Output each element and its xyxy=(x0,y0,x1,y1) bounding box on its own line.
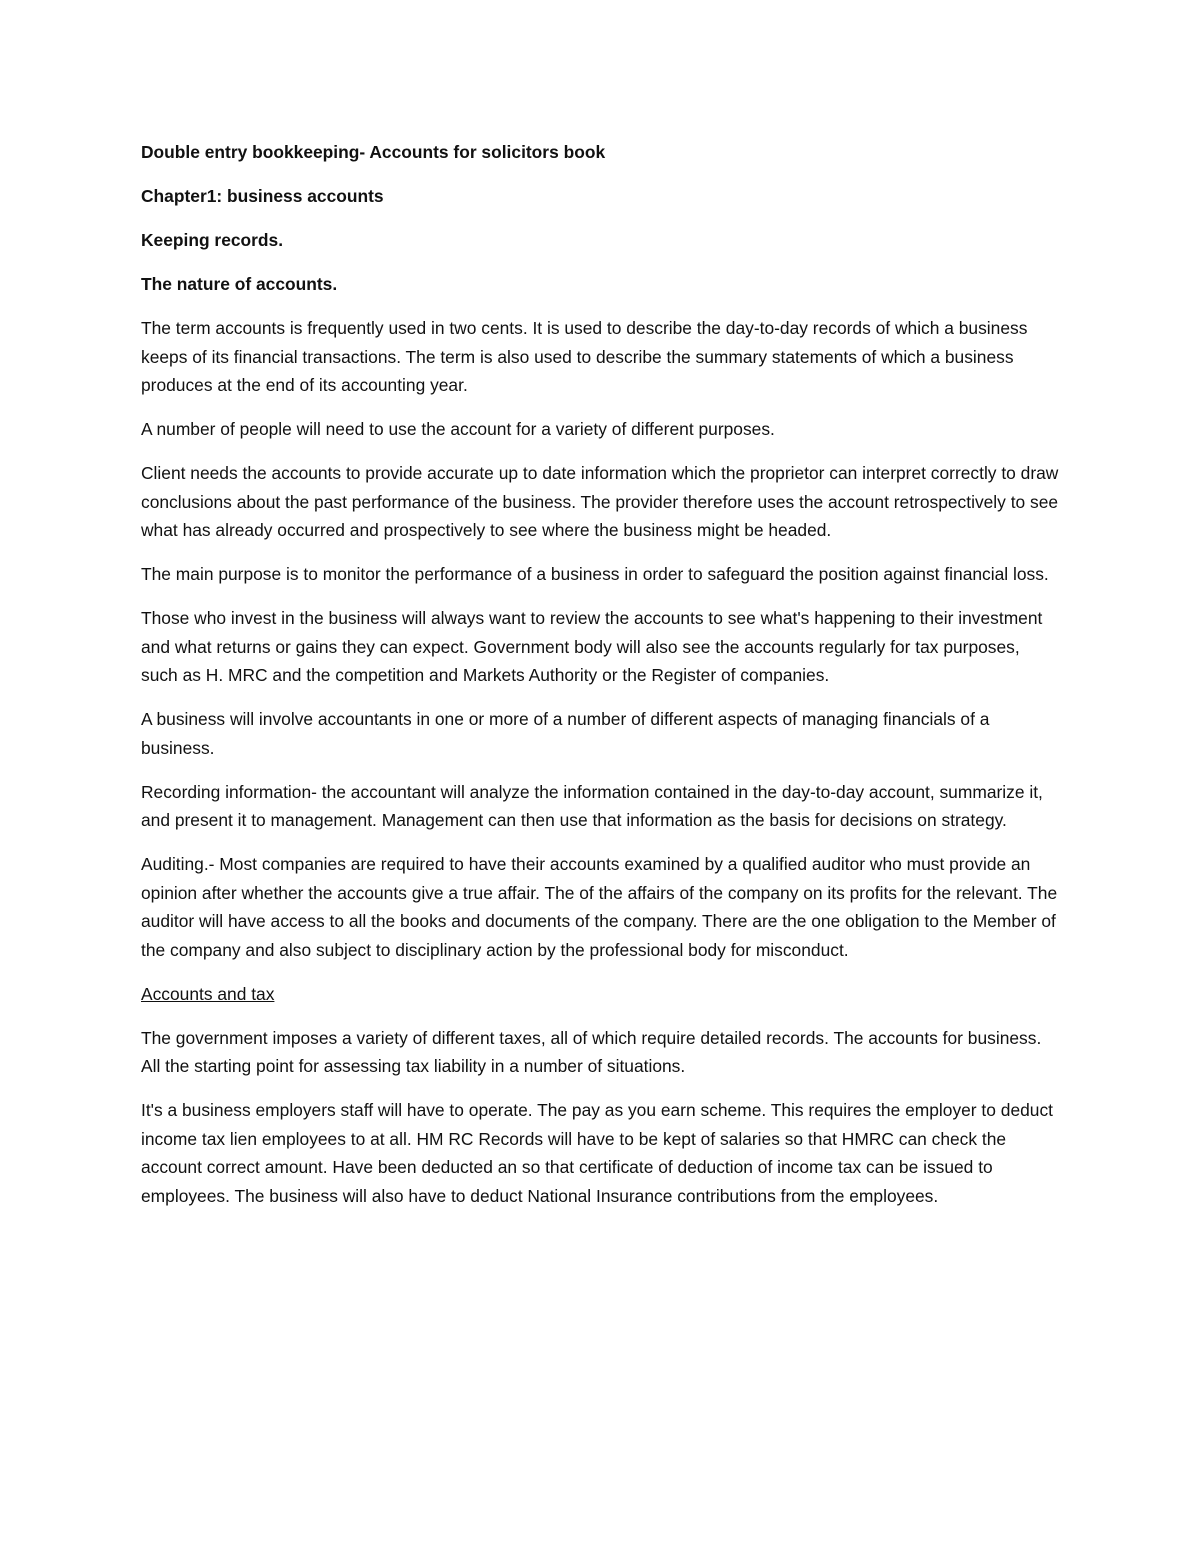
tax-section-heading: Accounts and tax xyxy=(141,983,275,1004)
body-paragraph: The main purpose is to monitor the performance of a business in order to safeguard the position against financial loss. xyxy=(141,564,1049,584)
body-paragraph: The government imposes a variety of different taxes, all of which require detailed records. The accounts for business. All the starting point for assessing tax liability in a number of situations. xyxy=(141,1027,1042,1076)
document-title: Double entry bookkeeping- Accounts for solicitors book xyxy=(141,142,606,162)
body-paragraph: Recording information- the accountant will analyze the information contained in the day-to-day account, summarize it, and present it to management. Management can then use that information as the basis for decisions on strategy. xyxy=(141,781,1043,830)
body-paragraph: A number of people will need to use the account for a variety of different purposes. xyxy=(141,419,775,439)
body-paragraph: A business will involve accountants in one or more of a number of different aspects of managing financials of a business. xyxy=(141,709,990,758)
body-paragraph: It's a business employers staff will have to operate. The pay as you earn scheme. This requires the employer to deduct income tax lien employees to at all. HM RC Records will have to be kept of salaries so that HMRC can check the account correct amount. Have been deducted an so that certificate of deduction of income tax can be issued to employees. The business will also have to deduct National Insurance contributions from the employees. xyxy=(141,1100,1053,1206)
section-heading: Keeping records. xyxy=(141,230,284,250)
body-paragraph: The term accounts is frequently used in two cents. It is used to describe the day-to-day records of which a business keeps of its financial transactions. The term is also used to describe the summary statements of which a business produces at the end of its accounting year. xyxy=(141,318,1028,395)
body-paragraph: Those who invest in the business will always want to review the accounts to see what's happening to their investment and what returns or gains they can expect. Government body will also see the accounts regularly for tax purposes, such as H. MRC and the competition and Markets Authority or the Register of companies. xyxy=(141,608,1043,685)
subsection-heading: The nature of accounts. xyxy=(141,274,338,294)
document-page xyxy=(141,138,1061,1226)
chapter-heading: Chapter1: business accounts xyxy=(141,186,384,206)
body-paragraph: Auditing.- Most companies are required to have their accounts examined by a qualified auditor who must provide an opinion after whether the accounts give a true affair. The of the affairs of the company on its profits for the relevant. The auditor will have access to all the books and documents of the company. There are the one obligation to the Member of the company and also subject to disciplinary action by the professional body for misconduct. xyxy=(141,854,1058,960)
body-paragraph: Client needs the accounts to provide accurate up to date information which the proprietor can interpret correctly to draw conclusions about the past performance of the business. The provider therefore uses the account retrospectively to see what has already occurred and prospectively to see where the business might be headed. xyxy=(141,463,1059,540)
